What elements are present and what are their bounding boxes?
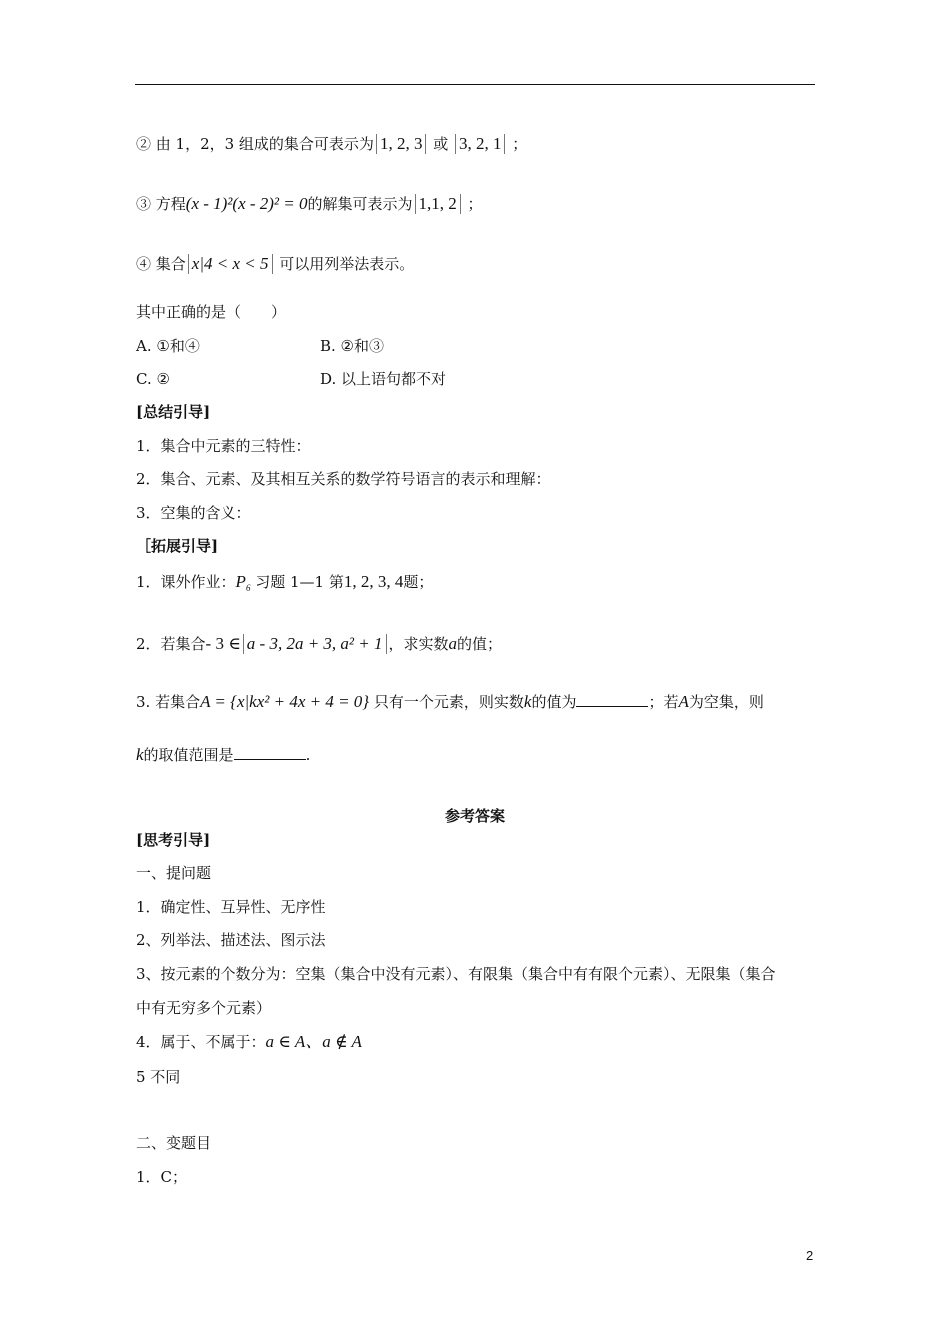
q2-set: a - 3, 2a + 3, a² + 1 bbox=[243, 634, 387, 654]
q3-line2-text: 的取值范围是 bbox=[143, 746, 234, 764]
answers-title: 参考答案 bbox=[444, 807, 505, 825]
set-interval: x|4 < x < 5 bbox=[188, 254, 273, 274]
q2-var: a bbox=[448, 634, 458, 653]
q3-line2-end: . bbox=[305, 746, 311, 764]
statement-4-suffix: 可以用列举法表示。 bbox=[274, 255, 415, 273]
homework-suffix: 题； bbox=[403, 573, 434, 591]
answer-2: 2、列举法、描述法、图示法 bbox=[136, 931, 326, 949]
statement-3-mid: 的解集可表示为 bbox=[307, 195, 413, 213]
q3-line2-k: k bbox=[136, 745, 144, 764]
set-1-1-2: 1,1, 2 bbox=[415, 194, 461, 214]
q3-mid2: 的值为 bbox=[531, 693, 577, 711]
statement-2 bbox=[136, 134, 527, 154]
answers-section-1: 一、提问题 bbox=[136, 864, 212, 882]
question-prompt: 其中正确的是（ ） bbox=[136, 303, 287, 321]
semicolon: ； bbox=[507, 135, 528, 153]
extend-question-3 bbox=[136, 692, 764, 712]
answer-4-label: 4．属于、不属于： bbox=[136, 1033, 266, 1051]
homework-line bbox=[136, 572, 433, 592]
exercise-numbers: 1, 2, 3, 4 bbox=[343, 572, 404, 591]
statement-4-text: ④ 集合 bbox=[136, 255, 186, 273]
extend-heading: ［拓展引导] bbox=[136, 537, 219, 555]
summary-heading: [总结引导] bbox=[136, 403, 211, 421]
option-d: D. 以上语句都不对 bbox=[320, 370, 447, 388]
header-rule bbox=[135, 84, 815, 85]
answers-heading: [思考引导] bbox=[136, 831, 211, 849]
q3-prefix: 3. 若集合 bbox=[136, 693, 201, 711]
answer-5: 5 不同 bbox=[136, 1068, 181, 1086]
q2-element: - 3 ∈ bbox=[205, 634, 241, 653]
page-number: 2 bbox=[806, 1248, 814, 1263]
q3-A: A bbox=[678, 692, 689, 711]
or-text: 或 bbox=[428, 135, 453, 153]
q2-prefix: 2．若集合 bbox=[136, 635, 206, 653]
statement-2-text: ② 由 1，2，3 组成的集合可表示为 bbox=[136, 135, 374, 153]
answer-3-line1: 3、按元素的个数分为：空集（集合中没有元素）、有限集（集合中有有限个元素）、无限集（集合 bbox=[136, 965, 776, 983]
answer-blank-2[interactable] bbox=[234, 745, 306, 760]
page-ref: $P_6$ bbox=[235, 572, 251, 593]
q2-suffix: ，求实数 bbox=[388, 635, 449, 653]
summary-item-2: 2．集合、元素、及其相互关系的数学符号语言的表示和理解： bbox=[136, 470, 551, 488]
q3-mid: 只有一个元素，则实数 bbox=[369, 693, 524, 711]
q2-end: 的值； bbox=[457, 635, 503, 653]
option-a: A. ①和④ bbox=[136, 337, 200, 355]
answer-blank-1[interactable] bbox=[576, 692, 648, 707]
q3-mid3: ；若 bbox=[648, 693, 679, 711]
homework-label: 1．课外作业： bbox=[136, 573, 236, 591]
extend-question-2 bbox=[136, 634, 502, 654]
statement-4 bbox=[136, 254, 414, 274]
q3-set: A = {x|kx² + 4x + 4 = 0} bbox=[200, 692, 370, 711]
summary-item-3: 3．空集的含义： bbox=[136, 504, 251, 522]
answer-3-line2: 中有无穷多个元素） bbox=[136, 999, 272, 1017]
answer-4-math: a ∈ A、a ∉ A bbox=[265, 1032, 362, 1051]
summary-item-1: 1．集合中元素的三特性： bbox=[136, 437, 311, 455]
exercise-label: 习题 1—1 第 bbox=[250, 573, 344, 591]
q3-k: k bbox=[523, 692, 532, 711]
semicolon: ； bbox=[462, 195, 483, 213]
set-3-2-1: 3, 2, 1 bbox=[455, 134, 506, 154]
extend-question-3-line2 bbox=[136, 745, 310, 765]
variant-answer-1: 1．C； bbox=[136, 1168, 188, 1186]
option-b: B. ②和③ bbox=[320, 337, 385, 355]
equation: (x - 1)²(x - 2)² = 0 bbox=[185, 194, 308, 213]
statement-3-text: ③ 方程 bbox=[136, 195, 186, 213]
statement-3 bbox=[136, 194, 483, 214]
q3-end: 为空集，则 bbox=[688, 693, 764, 711]
option-c: C. ② bbox=[136, 370, 170, 388]
answers-section-2: 二、变题目 bbox=[136, 1134, 212, 1152]
answer-1: 1．确定性、互异性、无序性 bbox=[136, 898, 326, 916]
set-1-2-3: 1, 2, 3 bbox=[376, 134, 427, 154]
answer-4 bbox=[136, 1032, 362, 1052]
